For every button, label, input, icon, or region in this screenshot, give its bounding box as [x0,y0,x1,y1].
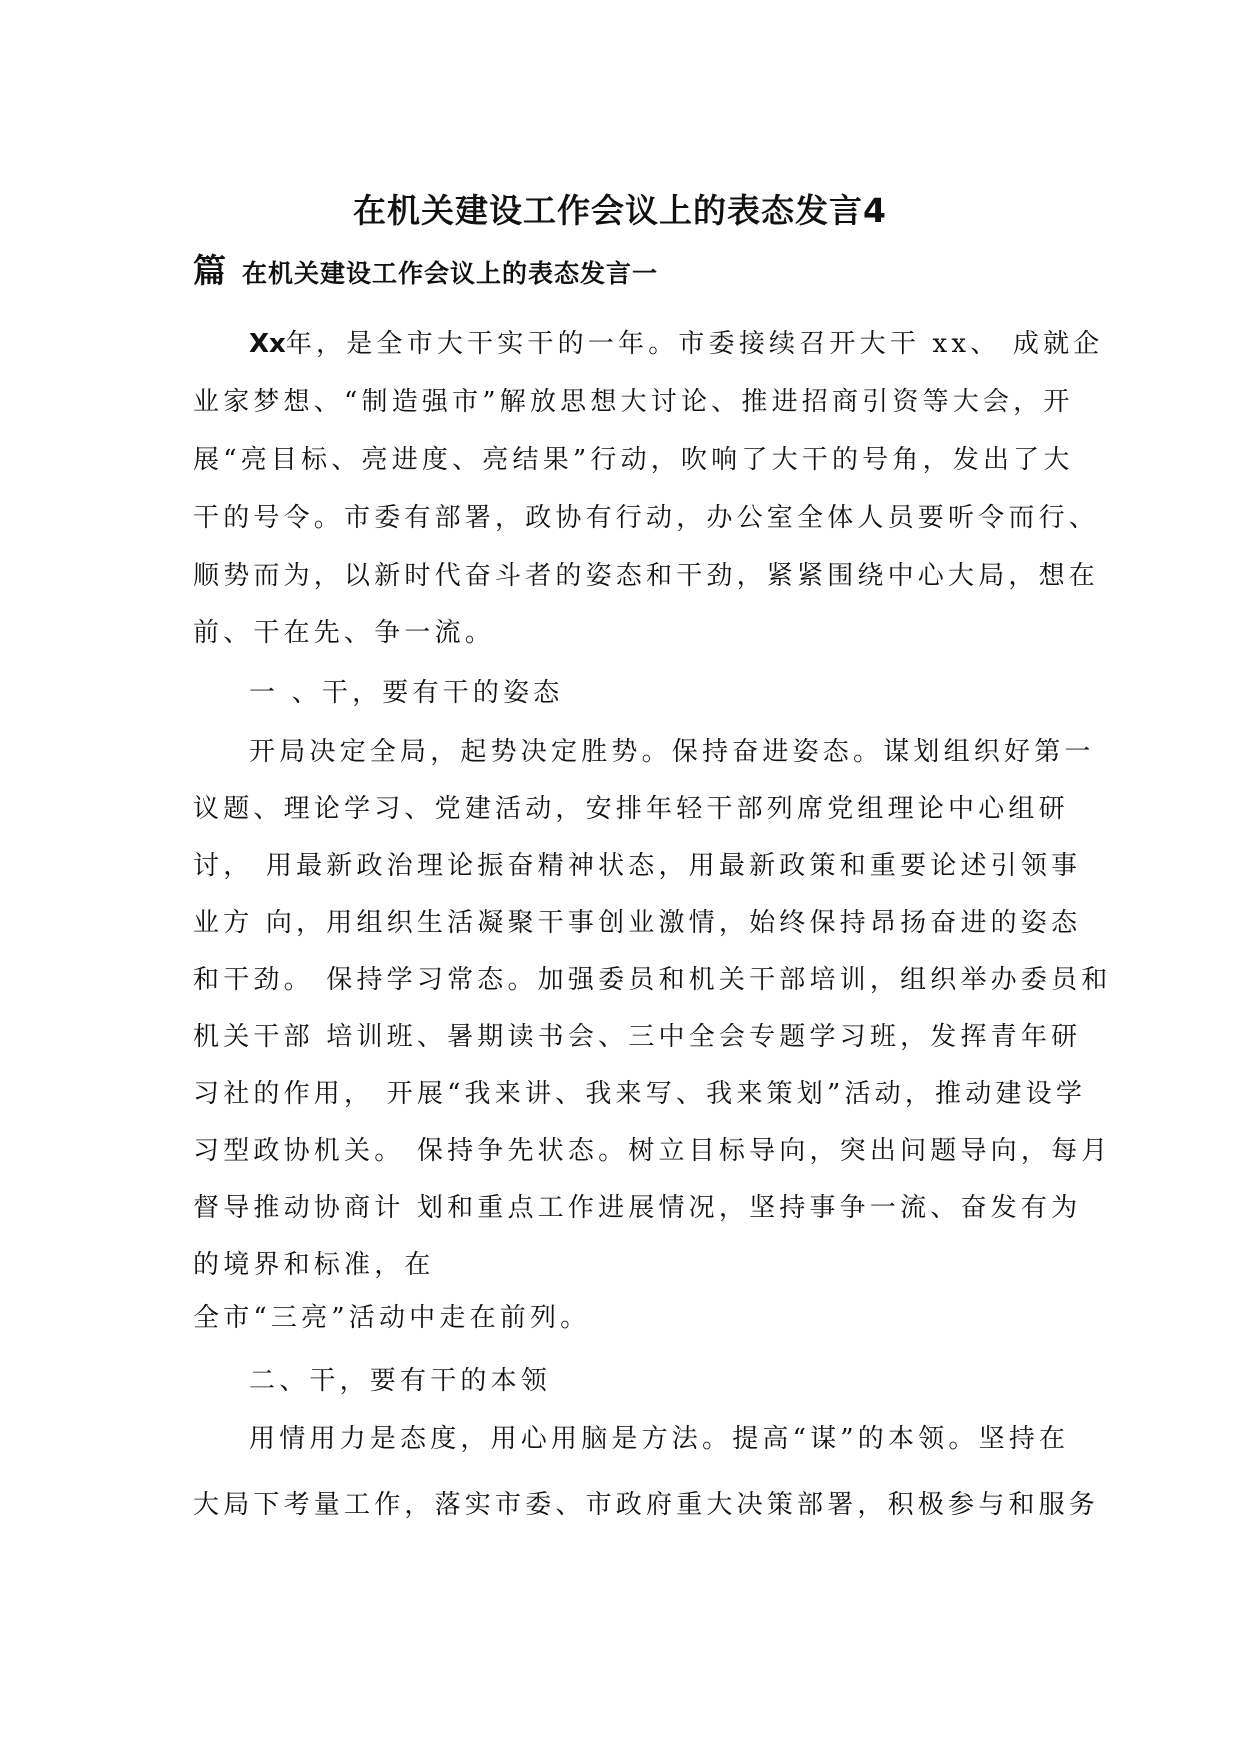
paragraph-line: 业方 向，用组织生活凝聚干事创业激情，始终保持昂扬奋进的姿态 [193,908,1082,938]
paragraph-line: 机关干部 培训班、暑期读书会、三中全会专题学习班，发挥青年研 [193,1022,1082,1052]
paragraph-line: 用情用力是态度，用心用脑是方法。提高“谋”的本领。坚持在 [249,1424,1070,1454]
paragraph-line: 业家梦想、“制造强市”解放思想大讨论、推进招商引资等大会，开 [193,387,1074,417]
section-heading: 一 、干，要有干的姿态 [249,678,564,708]
document-subtitle [193,245,658,292]
section-heading: 二、干，要有干的本领 [249,1366,552,1396]
paragraph-line: 议题、理论学习、党建活动，安排年轻干部列席党组理论中心组研 [193,794,1069,824]
paragraph-line: 习社的作用， 开展“我来讲、我来写、我来策划”活动，推动建设学 [193,1079,1087,1109]
paragraph-line: 干的号令。市委有部署，政协有行动，办公室全体人员要听令而行、 [193,503,1100,533]
intro-lead: Xx [249,329,286,359]
subtitle-pian: 篇 [193,251,226,290]
paragraph-line: 和干劲。 保持学习常态。加强委员和机关干部培训，组织举办委员和 [193,965,1112,995]
document-title: 在机关建设工作会议上的表态发言4 [353,191,887,230]
paragraph-line: 全市“三亮”活动中走在前列。 [193,1303,591,1333]
subtitle-text: 在机关建设工作会议上的表态发言一 [242,259,659,288]
paragraph-line: Xx年，是全市大干实干的一年。市委接续召开大干 xx、 成就企 [249,329,1104,359]
paragraph-line: 展“亮目标、亮进度、亮结果”行动，吹响了大干的号角，发出了大 [193,445,1074,475]
paragraph-line: 大局下考量工作，落实市委、市政府重大决策部署，积极参与和服务 [193,1490,1100,1520]
paragraph-line: 前、干在先、争一流。 [193,618,496,648]
paragraph-line: 讨， 用最新政治理论振奋精神状态，用最新政策和重要论述引领事 [193,851,1082,881]
paragraph-line: 开局决定全局，起势决定胜势。保持奋进姿态。谋划组织好第一 [249,737,1095,767]
paragraph-line: 顺势而为，以新时代奋斗者的姿态和干劲，紧紧围绕中心大局，想在 [193,561,1100,591]
paragraph-line: 督导推动协商计 划和重点工作进展情况，坚持事争一流、奋发有为 [193,1193,1082,1223]
paragraph-line: 的境界和标准，在 [193,1250,435,1280]
paragraph-line: 习型政协机关。 保持争先状态。树立目标导向，突出问题导向，每月 [193,1136,1112,1166]
